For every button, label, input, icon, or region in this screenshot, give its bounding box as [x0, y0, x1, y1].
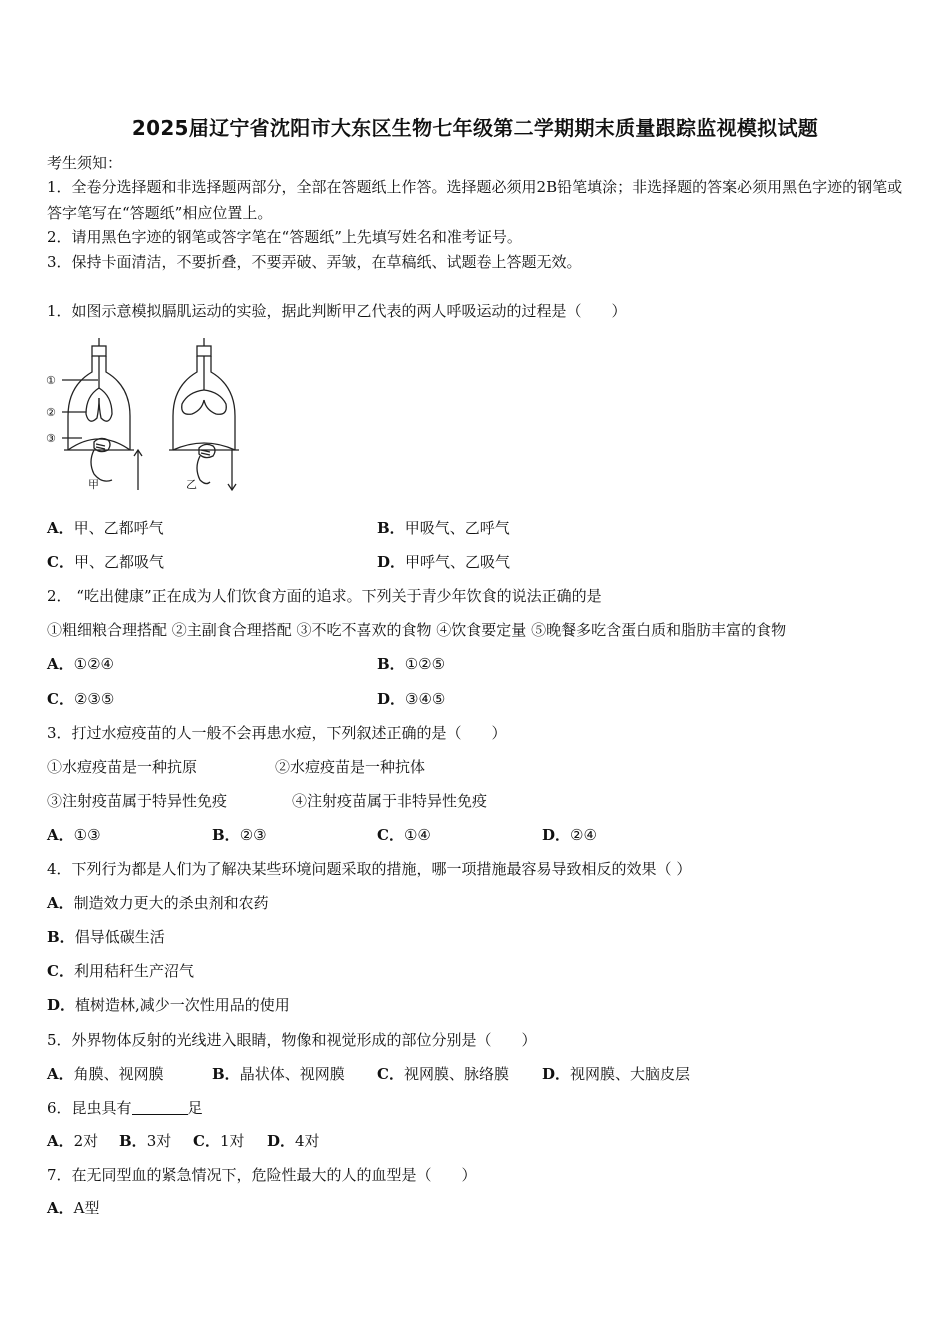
notice-item: 1．全卷分选择题和非选择题两部分，全部在答题纸上作答。选择题必须用2B铅笔填涂；非选择题的答案必须用黑色字迹的钢笔或答字笔写在“答题纸”相应位置上。 [47, 178, 903, 222]
answer-blank[interactable] [132, 1100, 188, 1115]
option-d[interactable]: D．4对 [267, 1132, 320, 1150]
option-a[interactable]: A．2对 [47, 1132, 99, 1150]
option-a[interactable]: A．①②④ [47, 655, 114, 673]
option-c[interactable]: C．1对 [193, 1132, 245, 1150]
figure-caption-left: 甲 [88, 478, 99, 491]
option-d[interactable]: D．甲呼气、乙吸气 [377, 553, 511, 571]
page-title: 2025届辽宁省沈阳市大东区生物七年级第二学期期末质量跟踪监视模拟试题 [131, 116, 819, 140]
statement: ②水痘疫苗是一种抗体 [275, 758, 426, 776]
statement: ③注射疫苗属于特异性免疫 [47, 792, 228, 810]
option-b[interactable]: B．晶状体、视网膜 [212, 1065, 345, 1083]
option-b[interactable]: B．倡导低碳生活 [47, 928, 165, 946]
bell-jar-right [169, 338, 239, 490]
option-a[interactable]: A．甲、乙都呼气 [47, 519, 164, 537]
option-c[interactable]: C．甲、乙都吸气 [47, 553, 164, 571]
option-a[interactable]: A．角膜、视网膜 [47, 1065, 164, 1083]
figure-caption-right: 乙 [186, 478, 197, 491]
option-b[interactable]: B．甲吸气、乙呼气 [377, 519, 510, 537]
question-stem: 7．在无同型血的紧急情况下，危险性最大的人的血型是（ ） [47, 1166, 477, 1184]
option-a[interactable]: A．A型 [47, 1199, 100, 1217]
option-c[interactable]: C．①④ [377, 826, 431, 844]
option-b[interactable]: B．①②⑤ [377, 655, 446, 673]
question-stem: 5．外界物体反射的光线进入眼睛，物像和视觉形成的部位分别是（ ） [47, 1031, 537, 1049]
statement: ①水痘疫苗是一种抗原 [47, 758, 198, 776]
figure-label: ① [46, 374, 56, 387]
option-b[interactable]: B．3对 [119, 1132, 172, 1150]
question-stem: 4．下列行为都是人们为了解决某些环境问题采取的措施，哪一项措施最容易导致相反的效果（ ） [47, 860, 692, 878]
diaphragm-model-figure [42, 338, 252, 498]
option-d[interactable]: D．视网膜、大脑皮层 [542, 1065, 691, 1083]
option-b[interactable]: B．②③ [212, 826, 267, 844]
option-a[interactable]: A．制造效力更大的杀虫剂和农药 [47, 894, 269, 912]
notice-item: 2．请用黑色字迹的钢笔或答字笔在“答题纸”上先填写姓名和准考证号。 [47, 228, 522, 246]
figure-label: ③ [46, 432, 56, 445]
question-stem: 6．昆虫具有 足 [47, 1099, 203, 1117]
option-d[interactable]: D．③④⑤ [377, 690, 446, 708]
statement-list: ①粗细粮合理搭配 ②主副食合理搭配 ③不吃不喜欢的食物 ④饮食要定量 ⑤晚餐多吃含蛋白质和脂肪丰富的食物 [47, 621, 787, 639]
notice-item: 3．保持卡面清洁，不要折叠，不要弄破、弄皱，在草稿纸、试题卷上答题无效。 [47, 253, 582, 271]
option-c[interactable]: C．视网膜、脉络膜 [377, 1065, 509, 1083]
question-stem: 3．打过水痘疫苗的人一般不会再患水痘，下列叙述正确的是（ ） [47, 724, 507, 742]
option-a[interactable]: A．①③ [47, 826, 101, 844]
option-d[interactable]: D．②④ [542, 826, 597, 844]
question-stem: 1．如图示意模拟膈肌运动的实验，据此判断甲乙代表的两人呼吸运动的过程是（ ） [47, 302, 627, 320]
notice-heading: 考生须知： [47, 154, 123, 172]
bell-jar-left [64, 338, 142, 490]
option-c[interactable]: C．利用秸秆生产沼气 [47, 962, 194, 980]
option-d[interactable]: D．植树造林,减少一次性用品的使用 [47, 996, 290, 1014]
statement: ④注射疫苗属于非特异性免疫 [292, 792, 488, 810]
question-stem: 2． “吃出健康”正在成为人们饮食方面的追求。下列关于青少年饮食的说法正确的是 [47, 587, 602, 605]
option-c[interactable]: C．②③⑤ [47, 690, 115, 708]
figure-label: ② [46, 406, 56, 419]
